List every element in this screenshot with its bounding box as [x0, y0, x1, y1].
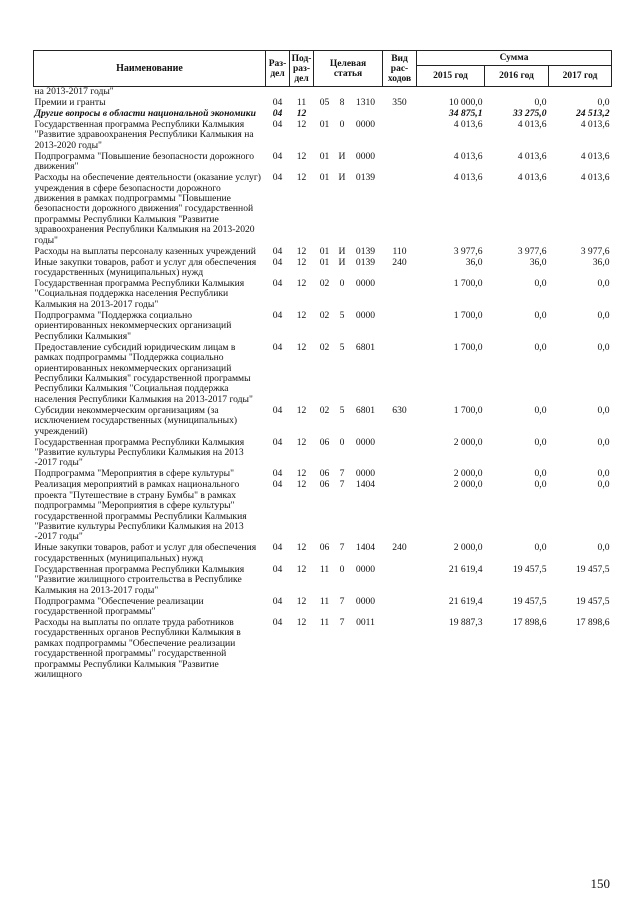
row-sum-2015: 21 619,4 [448, 563, 483, 575]
table-body [34, 87, 612, 682]
row-sum-2017: 0,0 [597, 468, 610, 480]
row-podrazdel: 12 [296, 119, 307, 130]
row-target-subprogram: 0 [339, 436, 345, 448]
row-sum-2017: 4 013,6 [580, 119, 610, 130]
row-target-direction: 0139 [355, 172, 376, 184]
row-vid: 110 [392, 245, 407, 257]
row-target-program: 01 [319, 245, 330, 257]
row-sum-2017: 19 457,5 [575, 563, 610, 575]
row-target-subprogram: 5 [339, 341, 345, 353]
row-target-subprogram: И [338, 245, 346, 257]
header-name: Наименование [34, 51, 266, 87]
row-target-subprogram: 7 [339, 468, 345, 480]
row-sum-2015: 3 977,6 [453, 245, 483, 257]
row-target-direction: 0000 [355, 436, 376, 448]
row-razdel: 04 [272, 97, 283, 108]
row-podrazdel: 12 [296, 256, 307, 268]
header-vid: Вид рас-ходов [383, 51, 417, 87]
row-sum-2016: 0,0 [534, 479, 547, 491]
row-target-program: 05 [319, 97, 330, 108]
row-target-subprogram: 5 [339, 309, 345, 321]
row-target-subprogram: И [338, 150, 346, 162]
row-razdel: 04 [272, 119, 283, 130]
row-sum-2015: 2 000,0 [453, 542, 483, 554]
budget-table [33, 50, 612, 681]
row-target-program: 01 [319, 172, 330, 184]
row-name: Предоставление субсидий юридическим лицам в рамках подпрограммы "Поддержка социально ориентированных некоммерческих организаций Республики Калмыкия" государственной программы Республики Калмыкия "Социальная поддержка населения Республики Калмыкия на 2013-2017 годы" [34, 341, 253, 405]
row-vid: 350 [392, 97, 407, 108]
row-target-subprogram: 5 [339, 404, 345, 416]
row-razdel: 04 [272, 278, 283, 290]
row-target-program: 01 [319, 150, 330, 162]
row-target-direction: 0000 [355, 119, 376, 130]
row-vid [383, 565, 417, 597]
row-sum-2015: 4 013,6 [453, 150, 483, 162]
row-sum-2015: 21 619,4 [448, 595, 483, 607]
row-name: Подпрограмма "Поддержка социально ориентированных некоммерческих организаций Республики Калмыкия" [34, 309, 232, 342]
row-sum-2015: 4 013,6 [453, 172, 483, 184]
row-target-program: 06 [319, 542, 330, 554]
row-sum-2016: 0,0 [534, 278, 547, 290]
row-sum-2017: 17 898,6 [575, 617, 610, 628]
table-row [34, 543, 612, 564]
row-target-program: 06 [319, 468, 330, 480]
header-2016: 2016 год [485, 66, 549, 87]
row-target-program: 11 [319, 563, 330, 575]
row-podrazdel: 12 [296, 479, 307, 491]
row-target-direction: 1404 [355, 479, 376, 491]
row-target-program: 02 [319, 341, 330, 353]
row-target-program: 02 [319, 278, 330, 290]
row-target-direction: 0139 [355, 245, 376, 257]
row-sum-2015: 1 700,0 [453, 309, 483, 321]
row-podrazdel: 12 [296, 436, 307, 448]
row-sum-2016: 19 457,5 [512, 595, 547, 607]
row-sum-2015: 2 000,0 [453, 468, 483, 480]
row-podrazdel: 12 [296, 172, 307, 184]
row-target-direction: 0011 [356, 617, 375, 628]
row-target-subprogram: 7 [339, 617, 345, 628]
row-sum-2015: 34 875,1 [448, 108, 483, 119]
row-name: Субсидии некоммерческим организациям (за исключением государственных (муниципальных) учреждений) [34, 404, 238, 437]
row-vid [383, 120, 417, 152]
row-sum-2016: 0,0 [534, 542, 547, 554]
row-sum-2017: 0,0 [597, 97, 610, 108]
table-row [34, 480, 612, 543]
row-target-program: 11 [319, 595, 330, 607]
table-row [34, 120, 612, 152]
row-target-subprogram: И [338, 256, 346, 268]
row-razdel: 04 [272, 108, 283, 119]
row-name: Премии и гранты [34, 97, 106, 108]
header-2017: 2017 год [549, 66, 612, 87]
table-row [34, 565, 612, 597]
row-target-program: 02 [319, 309, 330, 321]
row-vid: 240 [392, 256, 407, 268]
row-target-direction: 6801 [355, 404, 376, 416]
row-target-subprogram: 7 [339, 542, 345, 554]
row-target-program: 06 [319, 436, 330, 448]
row-podrazdel: 12 [296, 563, 307, 575]
row-sum-2016: 0,0 [534, 436, 547, 448]
table-row [34, 597, 612, 618]
row-podrazdel: 12 [296, 341, 307, 353]
row-target-subprogram: 7 [339, 595, 345, 607]
row-sum-2016: 0,0 [534, 309, 547, 321]
table-row [34, 406, 612, 438]
row-target-subprogram: 0 [339, 563, 345, 575]
row-name: Государственная программа Республики Калмыкия "Развитие культуры Республики Калмыкия на 2013 -2017 годы" [34, 436, 245, 469]
table-row [34, 279, 612, 311]
row-target-subprogram: 7 [339, 479, 345, 491]
row-target-subprogram: 0 [339, 119, 345, 130]
row-sum-2016: 19 457,5 [512, 563, 547, 575]
row-sum-2015: 2 000,0 [453, 436, 483, 448]
row-sum-2017: 0,0 [597, 436, 610, 448]
row-podrazdel: 12 [296, 468, 307, 480]
row-sum-2017: 0,0 [597, 542, 610, 554]
row-target-direction: 1404 [355, 542, 376, 554]
row-name: Подпрограмма "Повышение безопасности дорожного движения" [34, 150, 255, 173]
row-sum-2016: 33 275,0 [512, 108, 547, 119]
table-row [34, 438, 612, 470]
table-row [34, 618, 612, 681]
row-sum-2017: 0,0 [597, 404, 610, 416]
row-target-direction: 0000 [355, 595, 376, 607]
row-vid [383, 597, 417, 618]
row-target-program: 01 [319, 256, 330, 268]
row-name: Подпрограмма "Мероприятия в сфере культуры" [34, 468, 235, 480]
row-target-program: 01 [319, 119, 330, 130]
header-razdel: Раз-дел [266, 51, 290, 87]
row-sum-2016: 0,0 [534, 97, 547, 108]
row-vid [383, 109, 417, 120]
row-sum-2017: 0,0 [597, 309, 610, 321]
row-sum-2016: 17 898,6 [512, 617, 547, 628]
row-target-subprogram: И [338, 172, 346, 184]
row-sum-2017: 0,0 [597, 278, 610, 290]
row-podrazdel: 12 [296, 245, 307, 257]
row-sum-2016: 4 013,6 [517, 172, 547, 184]
row-sum-2017: 4 013,6 [580, 150, 610, 162]
header-2015: 2015 год [417, 66, 485, 87]
row-name: Реализация мероприятий в рамках национального проекта "Путешествие в страну Бумбы" в рамках подпрограммы "Мероприятия в сфере культуры" государственной программы Республики Калмыкия "Развитие культуры Республики Калмыкия на 2013 -2017 годы" [34, 479, 247, 543]
row-vid [383, 618, 417, 681]
header-podrazdel: Под-раз-дел [290, 51, 314, 87]
row-vid [383, 480, 417, 543]
row-sum-2016: 0,0 [534, 468, 547, 480]
row-sum-2017: 36,0 [592, 256, 610, 268]
row-sum-2016: 36,0 [529, 256, 547, 268]
row-name: Государственная программа Республики Калмыкия "Социальная поддержка населения Республики Калмыкия на 2013-2017 годы" [34, 278, 245, 310]
row-target-program: 06 [319, 479, 330, 491]
row-name: Расходы на выплаты персоналу казенных учреждений [34, 245, 256, 257]
budget-page [33, 50, 611, 681]
row-podrazdel: 12 [296, 309, 307, 321]
row-sum-2016: 3 977,6 [517, 245, 547, 257]
row-razdel: 04 [272, 542, 283, 554]
header-target: Целевая статья [314, 51, 383, 87]
row-podrazdel: 12 [296, 595, 307, 607]
row-sum-2017: 24 513,2 [575, 108, 610, 119]
row-sum-2015: 1 700,0 [453, 278, 483, 290]
row-target-direction: 0000 [355, 278, 376, 290]
table-row [34, 152, 612, 173]
row-target-program: 11 [319, 617, 330, 628]
row-name: Государственная программа Республики Калмыкия "Развитие здравоохранения Республики Калмыкия на 2013-2020 годы" [34, 119, 254, 151]
row-target-direction: 0000 [355, 563, 376, 575]
row-name: Подпрограмма "Обеспечение реализации государственной программы" [34, 595, 204, 617]
row-sum-2015: 2 000,0 [453, 479, 483, 491]
row-vid: 630 [392, 404, 407, 416]
row-name: Государственная программа Республики Калмыкия "Развитие жилищного строительства в Республике Калмыкия на 2013-2017 годы" [34, 563, 245, 596]
row-razdel: 04 [272, 595, 283, 607]
row-sum-2016: 4 013,6 [517, 119, 547, 130]
row-sum-2015: 1 700,0 [453, 404, 483, 416]
row-podrazdel: 12 [296, 108, 307, 119]
table-row [34, 311, 612, 343]
row-podrazdel: 12 [296, 542, 307, 554]
row-sum-2017: 4 013,6 [580, 172, 610, 184]
row-vid [383, 343, 417, 406]
page-number: 150 [590, 876, 610, 891]
row-sum-2017: 19 457,5 [575, 595, 610, 607]
row-target-program: 02 [319, 404, 330, 416]
row-vid [383, 469, 417, 480]
table-row [34, 343, 612, 406]
row-podrazdel: 12 [296, 404, 307, 416]
row-razdel: 04 [272, 172, 283, 184]
row-razdel: 04 [272, 479, 283, 491]
row-sum-2017: 3 977,6 [580, 245, 610, 257]
row-target-direction: 0000 [355, 150, 376, 162]
row-vid [383, 438, 417, 470]
row-razdel: 04 [272, 404, 283, 416]
row-sum-2017: 0,0 [597, 479, 610, 491]
row-razdel: 04 [272, 617, 283, 628]
row-sum-2016: 0,0 [534, 404, 547, 416]
row-sum-2015: 4 013,6 [453, 119, 483, 130]
row-razdel: 04 [272, 309, 283, 321]
row-name: Другие вопросы в области национальной экономики [34, 108, 256, 119]
row-vid [383, 279, 417, 311]
row-name: Расходы на обеспечение деятельности (оказание услуг) учреждения в сфере безопасности дорожного движения в рамках подпрограммы "Повышение безопасности дорожного движения" государственной программы Республики Калмыкия "Развитие здравоохранения Республики Калмыкия на 2013-2020 годы" [34, 172, 261, 246]
row-target-direction: 1310 [355, 97, 376, 108]
row-name: Иные закупки товаров, работ и услуг для обеспечения государственных (муниципальных) нужд [34, 256, 257, 279]
row-vid [383, 311, 417, 343]
row-sum-2016: 0,0 [534, 341, 547, 353]
header-sum: Сумма [417, 51, 612, 66]
table-header [34, 51, 612, 87]
row-name: на 2013-2017 годы" [34, 86, 114, 97]
row-sum-2015: 36,0 [465, 256, 483, 268]
row-target-direction: 0139 [355, 256, 376, 268]
row-podrazdel: 11 [296, 97, 307, 108]
row-razdel: 04 [272, 436, 283, 448]
row-sum-2015: 1 700,0 [453, 341, 483, 353]
row-razdel: 04 [272, 256, 283, 268]
row-razdel: 04 [272, 245, 283, 257]
row-target-direction: 0000 [355, 309, 376, 321]
row-razdel: 04 [272, 563, 283, 575]
row-name: Расходы на выплаты по оплате труда работников государственных органов Республики Калмыкия в рамках подпрограммы "Обеспечение реализации государственной программы" государственной программы Республики Калмыкия "Развитие жилищного [34, 617, 241, 681]
row-sum-2015: 10 000,0 [448, 97, 483, 108]
row-vid [383, 152, 417, 173]
row-name: Иные закупки товаров, работ и услуг для обеспечения государственных (муниципальных) нужд [34, 542, 257, 564]
row-target-direction: 0000 [355, 468, 376, 480]
row-razdel: 04 [272, 341, 283, 353]
row-podrazdel: 12 [296, 278, 307, 290]
table-row [34, 247, 612, 258]
row-sum-2015: 19 887,3 [448, 617, 483, 628]
row-vid: 240 [392, 542, 407, 554]
table-row [34, 258, 612, 279]
row-target-subprogram: 0 [339, 278, 345, 290]
table-row [34, 173, 612, 246]
row-sum-2017: 0,0 [597, 341, 610, 353]
row-target-direction: 6801 [355, 341, 376, 353]
row-podrazdel: 12 [296, 617, 307, 628]
row-razdel: 04 [272, 150, 283, 162]
row-target-subprogram: 8 [339, 97, 345, 108]
row-podrazdel: 12 [296, 150, 307, 162]
row-sum-2016: 4 013,6 [517, 150, 547, 162]
row-razdel: 04 [272, 468, 283, 480]
row-vid [383, 173, 417, 246]
